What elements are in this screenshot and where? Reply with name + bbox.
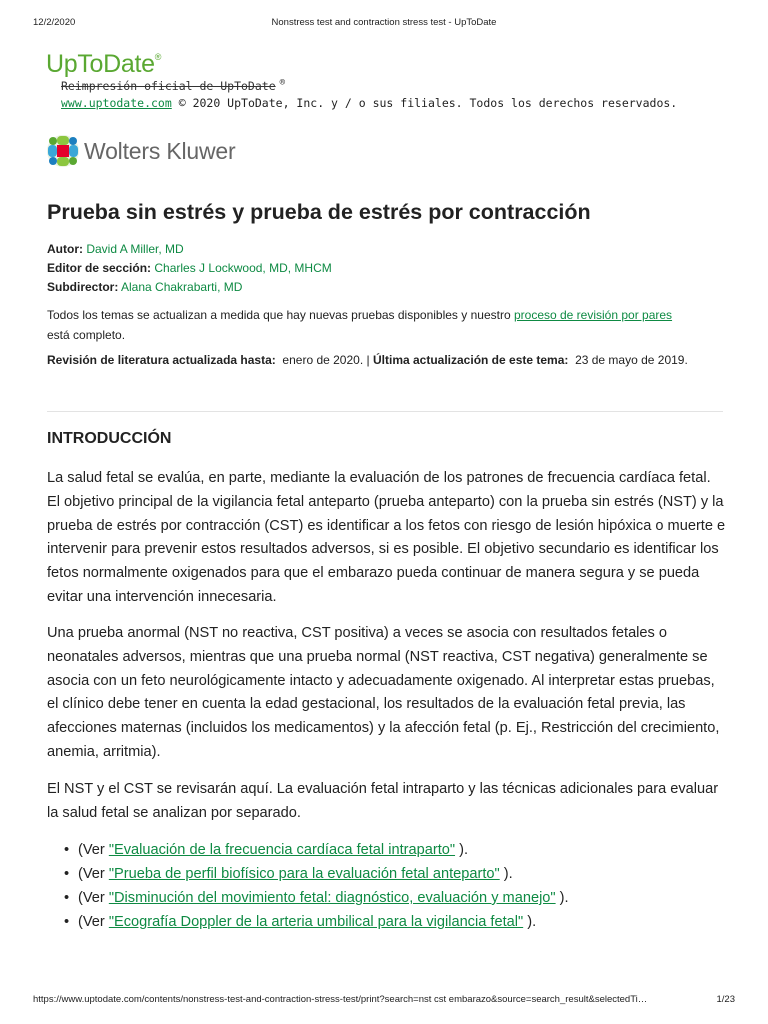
lit-review-date: enero de 2020. <box>282 353 364 367</box>
divider <box>47 411 723 412</box>
lit-review-label: Revisión de literatura actualizada hasta: <box>47 353 276 367</box>
list-item: • (Ver "Evaluación de la frecuencia cardíaca fetal intraparto" ). <box>47 838 727 862</box>
uptodate-logo[interactable] <box>46 50 161 79</box>
last-update-label: Última actualización de este tema: <box>372 353 569 367</box>
related-topic-link[interactable]: "Ecografía Doppler de la arteria umbilical para la vigilancia fetal" <box>108 914 524 930</box>
related-topic-link[interactable]: "Prueba de perfil biofísico para la evaluación fetal anteparto" <box>108 866 500 882</box>
list-item: • (Ver "Disminución del movimiento fetal: diagnóstico, evaluación y manejo" ). <box>47 886 727 910</box>
intro-paragraph: Una prueba anormal (NST no reactiva, CST positiva) a veces se asocia con resultados fetales o neonatales adversos, mientras que una prueba normal (NST reactiva, CST negativa) generalmente se asocia con un feto neurológicamente intacto y adecuadamente oxigenado. Al interpretar estas pruebas, el clínico debe tener en cuenta la edad gestacional, los resultados de la evaluación fetal previa, las afecciones maternas (incluidos los medicamentos) y la afección fetal (p. Ej., Restricción del crecimiento, anemia, arritmia). <box>47 625 720 760</box>
related-topics-list <box>47 838 727 934</box>
update-note-text: Todos los temas se actualizan a medida que hay nuevas pruebas disponibles y nuestro <box>47 308 511 322</box>
update-note <box>47 305 727 345</box>
deputy-editor-label: Subdirector: <box>47 280 119 294</box>
deputy-editor-link[interactable]: Alana Chakrabarti, MD <box>121 280 243 294</box>
reprint-registered-mark: ® <box>279 78 286 88</box>
related-topic-link[interactable]: "Evaluación de la frecuencia cardíaca fetal intraparto" <box>108 842 456 858</box>
reprint-notice <box>61 78 285 93</box>
update-note-end: está completo. <box>47 328 126 342</box>
author-label: Autor: <box>47 242 83 256</box>
article-title: Prueba sin estrés y prueba de estrés por contracción <box>47 200 591 224</box>
print-date: 12/2/2020 <box>33 17 76 28</box>
copyright-text: © 2020 UpToDate, Inc. y / o sus filiales. Todos los derechos reservados. <box>178 96 678 110</box>
print-url: https://www.uptodate.com/contents/nonstress-test-and-contraction-stress-test/print?search=nst cst embarazo&source=search_result&selectedTi… <box>33 994 648 1005</box>
literature-review-line <box>47 350 727 370</box>
intro-paragraph: La salud fetal se evalúa, en parte, mediante la evaluación de los patrones de frecuencia cardíaca fetal. El objetivo principal de la vigilancia fetal anteparto (prueba anteparto) con la prueba sin estrés (NST) y la prueba de estrés por contracción (CST) es identificar a los fetos con riesgo de lesión hipóxica o muerte e intervenir para prevenir estos resultados adversos, si es posible. El objetivo secundario es identificar los fetos normalmente oxigenados para que el embarazo pueda continuar de manera segura y se pueda evitar una intervención innecesaria. <box>47 470 726 605</box>
logo-text: UpToDate <box>46 50 155 78</box>
author-line <box>47 240 184 259</box>
peer-review-link[interactable]: proceso de revisión por pares <box>513 308 673 322</box>
section-editor-label: Editor de sección: <box>47 261 152 275</box>
page-number: 1/23 <box>716 994 735 1005</box>
print-page-title: Nonstress test and contraction stress test - UpToDate <box>271 17 497 28</box>
section-heading-intro: INTRODUCCIÓN <box>47 430 172 447</box>
wolters-kluwer-logo-icon <box>46 134 80 168</box>
deputy-editor-line <box>47 278 242 297</box>
copyright-line <box>61 96 677 110</box>
related-topic-link[interactable]: "Disminución del movimiento fetal: diagnóstico, evaluación y manejo" <box>108 890 556 906</box>
publisher-logo <box>46 134 235 168</box>
list-item: • (Ver "Prueba de perfil biofísico para la evaluación fetal anteparto" ). <box>47 862 727 886</box>
intro-paragraph: El NST y el CST se revisarán aquí. La evaluación fetal intraparto y las técnicas adicionales para evaluar la salud fetal se analizan por separado. <box>47 781 719 821</box>
reprint-text: Reimpresión oficial de UpToDate <box>61 78 276 93</box>
list-item: • (Ver "Ecografía Doppler de la arteria umbilical para la vigilancia fetal" ). <box>47 910 727 934</box>
separator: | <box>366 353 370 367</box>
section-editor-line <box>47 259 332 278</box>
logo-registered-mark: ® <box>154 51 162 62</box>
section-editor-link[interactable]: Charles J Lockwood, MD, MHCM <box>154 261 332 275</box>
uptodate-site-link[interactable]: www.uptodate.com <box>61 96 172 110</box>
last-update-date: 23 de mayo de 2019. <box>575 353 688 367</box>
author-link[interactable]: David A Miller, MD <box>86 242 184 256</box>
publisher-name: Wolters Kluwer <box>84 137 236 164</box>
